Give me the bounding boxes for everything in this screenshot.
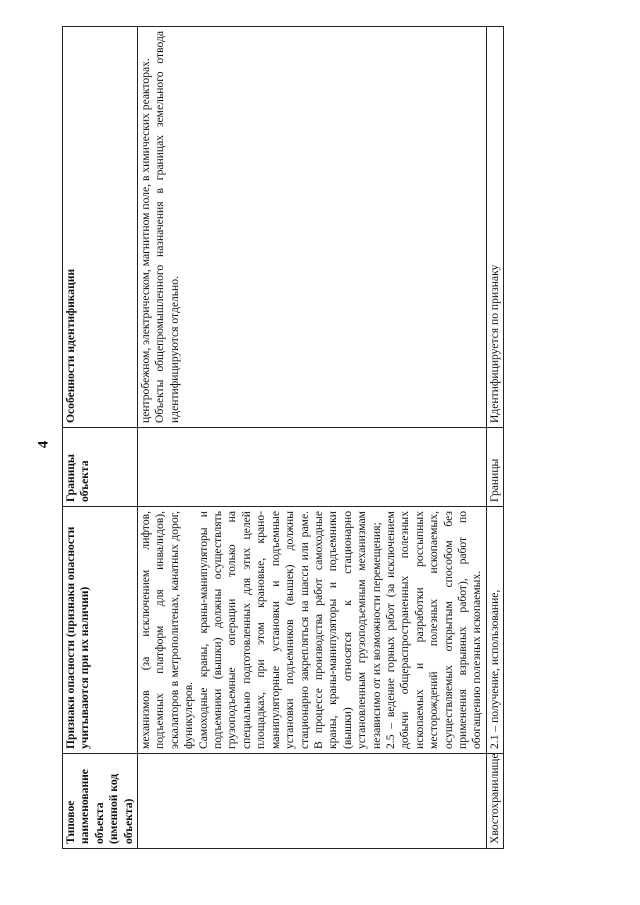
header-object-boundaries: Границы объекта [63, 428, 138, 507]
table-row [138, 27, 487, 849]
table-row [486, 27, 503, 849]
cell-object-boundaries [138, 428, 487, 507]
features-paragraph: центробежном, электрическом, магнитном поле, в химических реакторах. [139, 58, 153, 423]
hazard-signs-paragraph: 2.5 – ведение горных работ (за исключением добычи общераспространенных полезных ископаемых и разработки россыпных месторождений полезных ископаемых, осуществляемых открытым способом без применения взрывных работ), работ по обогащению полезных ископаемых. [383, 511, 484, 749]
page-number: 4 [35, 440, 52, 449]
header-hazard-signs: Признаки опасности (признаки опасности учитываются при их наличии) [63, 507, 138, 754]
header-identification-features: Особенности идентификации [63, 27, 138, 428]
cell-object-boundaries: Границы [486, 428, 503, 507]
cell-identification-features [138, 27, 487, 428]
cell-hazard-signs [138, 507, 487, 754]
hazard-signs-paragraph: Самоходные краны, краны-манипуляторы и подъемники (вышки) должны осуществлять грузоподъемные операции только на специально подготовленных для этих целей площадках, при этом крановые, крано-манипуляторные установки и подъемные установки подъемников (вышек) должны стационарно закрепляться на шасси или раме. В процессе производства работ самоходные краны, краны-манипуляторы и подъемники (вышки) относятся к стационарно установленным грузоподъемным механизмам независимо от их возможности перемещения; [196, 511, 383, 749]
rotated-table-container [62, 31, 562, 849]
cell-object-name: Хвостохранилище [486, 754, 503, 849]
hazard-signs-paragraph: механизмов (за исключением лифтов, подъемных платформ для инвалидов), эскалаторов в метрополитенах, канатных дорог, фуникулеров. [139, 511, 196, 749]
identification-table [62, 26, 504, 849]
table-header-row [63, 27, 138, 849]
cell-identification-features: Идентифицируется по признаку [486, 27, 503, 428]
cell-hazard-signs: 2.1 – получение, использование, [486, 507, 503, 754]
cell-object-name [138, 754, 487, 849]
header-object-name: Типовое наименование объекта (именной код объекта) [63, 754, 138, 849]
features-paragraph: Объекты общепромышленного назначения в границах земельного отвода идентифицируются отдельно. [153, 31, 181, 423]
